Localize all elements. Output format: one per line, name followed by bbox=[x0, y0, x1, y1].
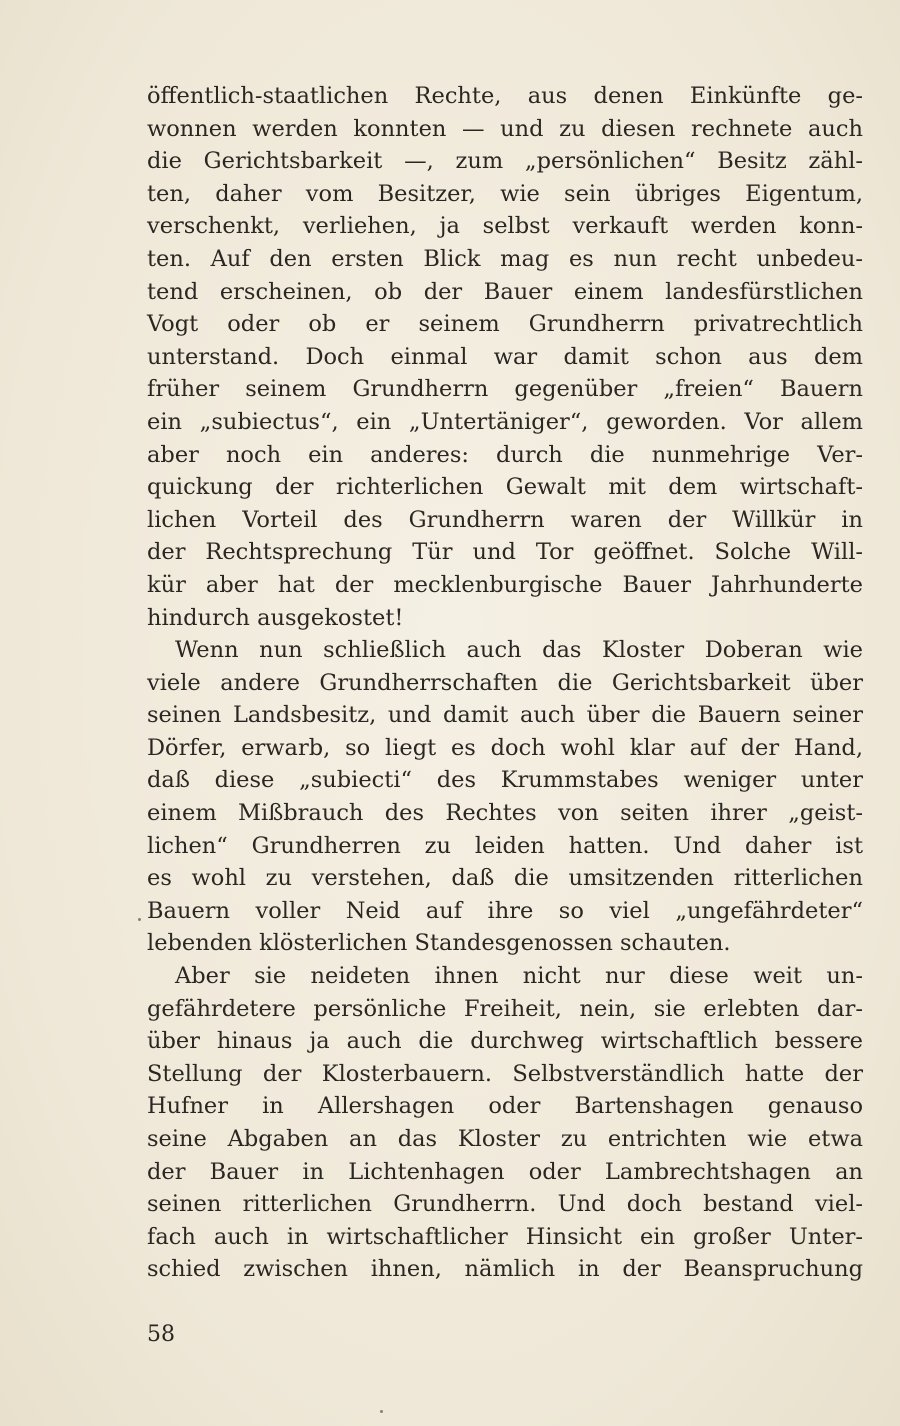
text-line: lebenden klösterlichen Standesgenossen schauten. bbox=[147, 930, 731, 957]
text-line: Dörfer, erwarb, so liegt es doch wohl klar auf der Hand, bbox=[147, 734, 863, 761]
text-line: seine Abgaben an das Kloster zu entrichten wie etwa bbox=[147, 1126, 863, 1152]
body-text bbox=[147, 80, 863, 1286]
text-line: Stellung der Klosterbauern. Selbstverständlich hatte der bbox=[147, 1060, 863, 1087]
text-line: seinen Landsbesitz, und damit auch über die Bauern seiner bbox=[147, 702, 863, 729]
text-line: viele andere Grundherrschaften die Gerichtsbarkeit über bbox=[147, 669, 863, 696]
text-line: Vogt oder ob er seinem Grundherrn privatrechtlich bbox=[147, 311, 863, 338]
paragraph-1 bbox=[147, 80, 863, 634]
text-line: früher seinem Grundherrn gegenüber „freien“ Bauern bbox=[147, 376, 863, 403]
text-line: über hinaus ja auch die durchweg wirtschaftlich bessere bbox=[147, 1028, 863, 1055]
text-line: Wenn nun schließlich auch das Kloster Doberan wie bbox=[175, 637, 863, 664]
text-line: verschenkt, verliehen, ja selbst verkauft werden konn- bbox=[147, 213, 863, 240]
text-line: es wohl zu verstehen, daß die umsitzenden ritterlichen bbox=[147, 865, 863, 892]
text-line: daß diese „subiecti“ des Krummstabes weniger unter bbox=[147, 767, 863, 794]
text-line: einem Mißbrauch des Rechtes von seiten ihrer „geist- bbox=[147, 800, 863, 827]
text-line: ten. Auf den ersten Blick mag es nun recht unbedeu- bbox=[147, 245, 863, 272]
text-line: lichen“ Grundherren zu leiden hatten. Und daher ist bbox=[147, 832, 863, 859]
paragraph-3 bbox=[147, 960, 863, 1286]
text-line: schied zwischen ihnen, nämlich in der Beanspruchung bbox=[147, 1256, 863, 1283]
page-number: 58 bbox=[147, 1322, 175, 1347]
text-line: gefährdetere persönliche Freiheit, nein, sie erlebten dar- bbox=[147, 995, 863, 1022]
text-line: Aber sie neideten ihnen nicht nur diese weit un- bbox=[175, 963, 863, 990]
text-line: ten, daher vom Besitzer, wie sein übriges Eigentum, bbox=[147, 180, 863, 207]
text-line: unterstand. Doch einmal war damit schon aus dem bbox=[147, 343, 863, 370]
text-line: quickung der richterlichen Gewalt mit dem wirtschaft- bbox=[147, 474, 863, 501]
text-line: tend erscheinen, ob der Bauer einem landesfürstlichen bbox=[147, 278, 863, 305]
text-line: lichen Vorteil des Grundherrn waren der Willkür in bbox=[147, 506, 863, 533]
text-line: öffentlich-staatlichen Rechte, aus denen Einkünfte ge- bbox=[147, 83, 863, 109]
text-line: der Rechtsprechung Tür und Tor geöffnet. Solche Will- bbox=[147, 539, 863, 566]
text-line: hindurch ausgekostet! bbox=[147, 604, 404, 631]
paper-speck bbox=[138, 918, 141, 921]
text-line: ein „subiectus“, ein „Untertäniger“, geworden. Vor allem bbox=[147, 408, 863, 435]
text-line: die Gerichtsbarkeit —, zum „persönlichen“ Besitz zähl- bbox=[147, 148, 863, 175]
paper-speck bbox=[380, 1410, 383, 1413]
paragraph-2 bbox=[147, 634, 863, 960]
text-line: kür aber hat der mecklenburgische Bauer Jahrhunderte bbox=[147, 571, 863, 598]
text-line: wonnen werden konnten — und zu diesen rechnete auch bbox=[147, 115, 863, 142]
text-line: aber noch ein anderes: durch die nunmehrige Ver- bbox=[147, 441, 863, 468]
text-line: Hufner in Allershagen oder Bartenshagen genauso bbox=[147, 1093, 863, 1120]
text-line: der Bauer in Lichtenhagen oder Lambrechtshagen an bbox=[147, 1158, 863, 1185]
text-line: Bauern voller Neid auf ihre so viel „ungefährdeter“ bbox=[147, 897, 863, 924]
text-line: fach auch in wirtschaftlicher Hinsicht ein großer Unter- bbox=[147, 1223, 863, 1250]
text-line: seinen ritterlichen Grundherrn. Und doch bestand viel- bbox=[147, 1191, 863, 1218]
